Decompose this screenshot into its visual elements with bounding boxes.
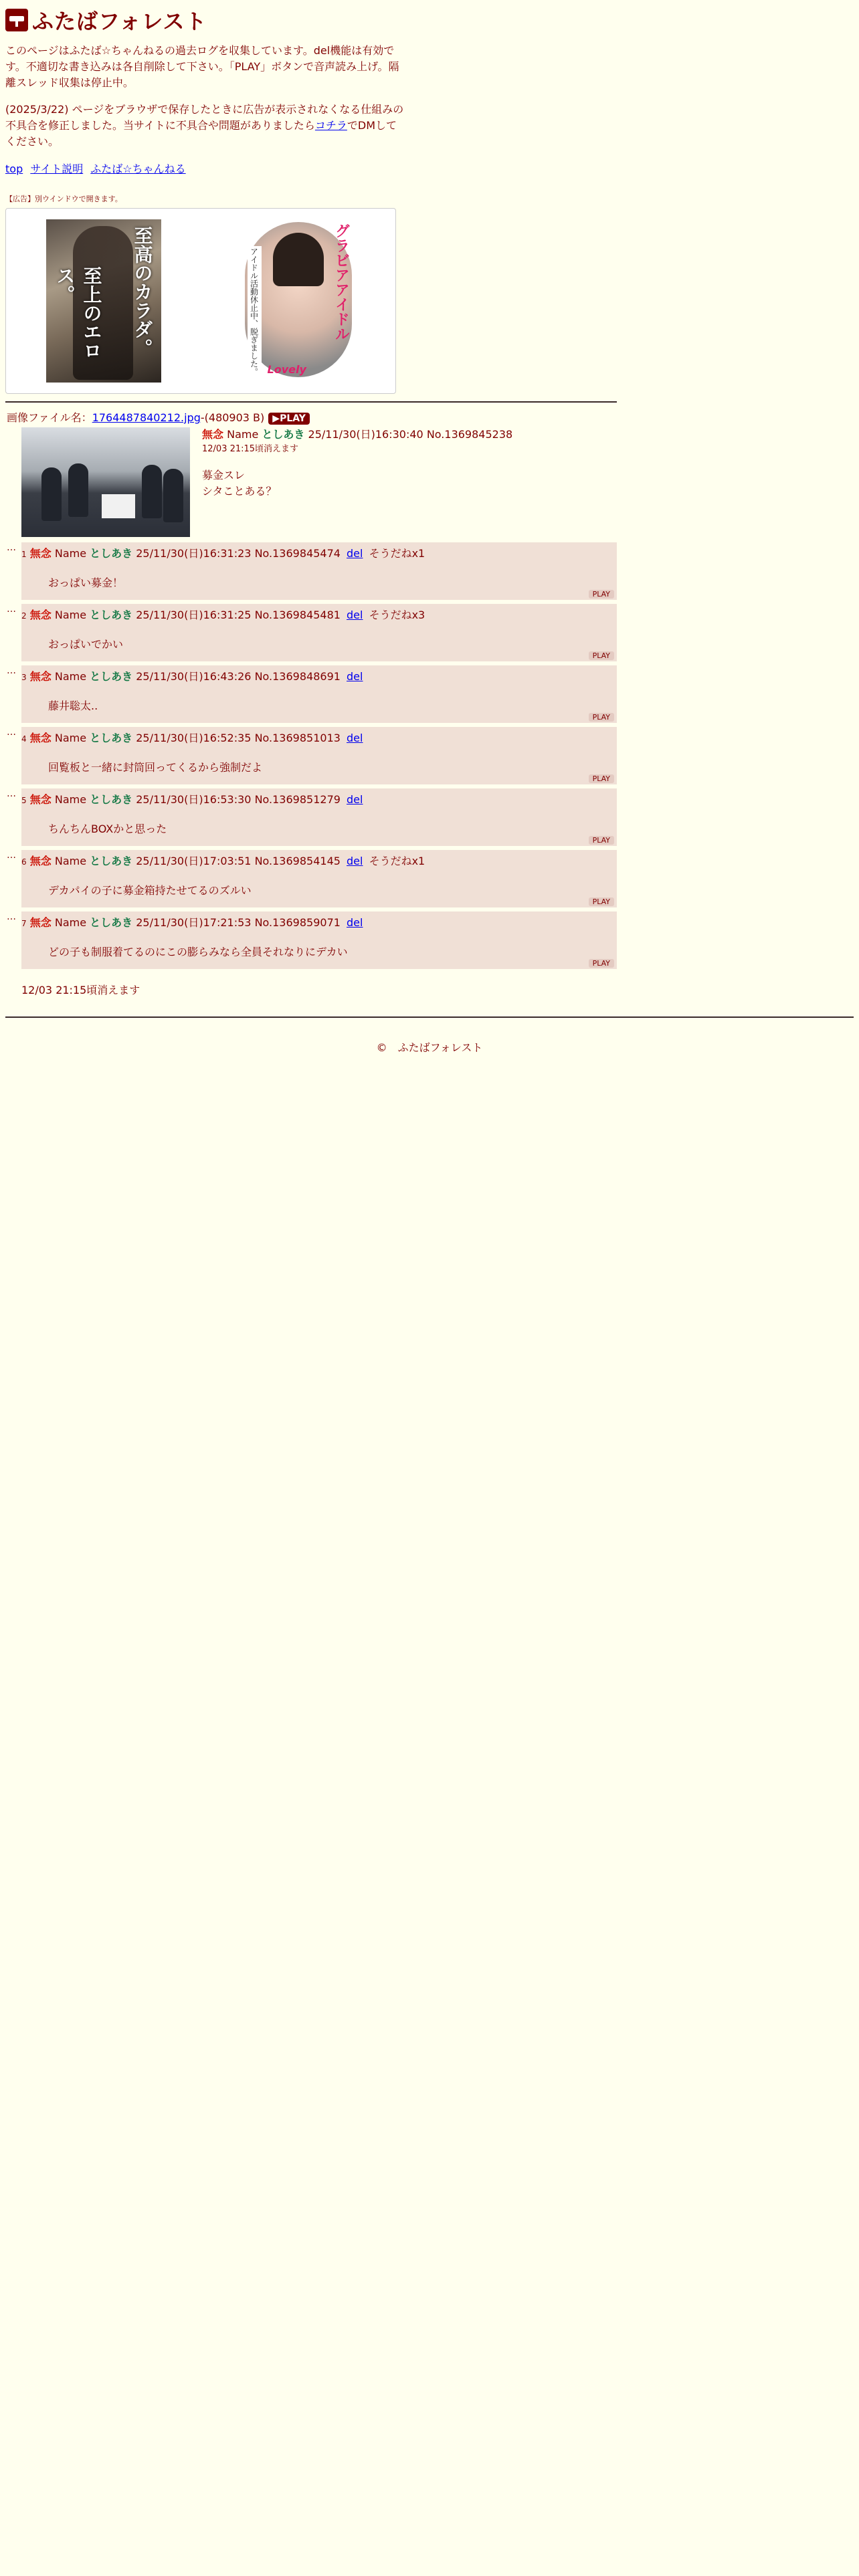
reply-box xyxy=(21,727,617,784)
intro-text xyxy=(5,43,407,150)
del-link[interactable]: del xyxy=(347,855,363,867)
reply-menu-icon[interactable]: … xyxy=(7,850,16,861)
reply-post-number[interactable]: No.1369851013 xyxy=(254,732,341,744)
op-expire: 12/03 21:15頃消えます xyxy=(202,444,299,454)
reply-subject: 無念 xyxy=(29,609,52,621)
nav-links xyxy=(5,160,852,176)
op-number[interactable]: No.1369845238 xyxy=(426,428,513,441)
reply-datetime: 25/11/30(日)16:53:30 xyxy=(136,793,252,806)
intro-p2-suffix: でDMしてください。 xyxy=(5,119,397,148)
reply-header xyxy=(21,668,363,683)
footer: © ふたばフォレスト xyxy=(376,1041,483,1054)
reply-row xyxy=(7,788,617,850)
reply-number: 4 xyxy=(21,734,27,744)
play-label: PLAY xyxy=(280,413,306,424)
reply-body: おっぱいでかい xyxy=(48,638,124,651)
reply-box xyxy=(21,788,617,846)
reply-number: 2 xyxy=(21,611,27,621)
intro-paragraph-2 xyxy=(5,102,407,150)
replies xyxy=(7,542,617,973)
op-name-label: Name xyxy=(227,428,259,441)
reply-datetime: 25/11/30(日)17:03:51 xyxy=(136,855,252,867)
ad-image-1[interactable] xyxy=(46,219,161,383)
ad2-hair xyxy=(273,233,324,286)
play-button[interactable]: PLAY xyxy=(589,774,614,783)
reply-box xyxy=(21,850,617,907)
divider-bottom xyxy=(5,1016,854,1018)
reply-post-number[interactable]: No.1369851279 xyxy=(254,793,341,806)
reply-name: としあき xyxy=(90,609,133,621)
reply-row xyxy=(7,911,617,973)
reply-body: ちんちんBOXかと思った xyxy=(48,823,167,835)
file-link[interactable]: 1764487840212.jpg xyxy=(92,411,201,424)
reply-name-label: Name xyxy=(54,732,87,744)
reply-header xyxy=(21,914,363,930)
reply-name: としあき xyxy=(90,916,133,929)
reply-name-label: Name xyxy=(54,916,87,929)
reply-datetime: 25/11/30(日)16:31:25 xyxy=(136,609,252,621)
reply-body: 藤井聡太.. xyxy=(48,700,98,712)
reply-menu-icon[interactable]: … xyxy=(7,727,16,738)
reply-name-label: Name xyxy=(54,609,87,621)
op-post xyxy=(7,425,617,540)
nav-about-link[interactable]: サイト説明 xyxy=(30,163,84,175)
op-name: としあき xyxy=(262,428,305,441)
reply-subject: 無念 xyxy=(29,732,52,744)
reply-number: 3 xyxy=(21,673,27,682)
reply-name: としあき xyxy=(90,793,133,806)
reply-body: 回覧板と一緒に封筒回ってくるから強制だよ xyxy=(48,761,263,774)
reply-row xyxy=(7,665,617,727)
reply-name-label: Name xyxy=(54,793,87,806)
play-button[interactable]: PLAY xyxy=(589,590,614,599)
ad-label: 【広告】別ウインドウで開きます。 xyxy=(5,195,122,203)
divider-top xyxy=(5,401,617,403)
op-text xyxy=(202,426,512,500)
thumb-person xyxy=(163,469,183,522)
reply-menu-icon[interactable]: … xyxy=(7,665,16,676)
nav-futaba-link[interactable]: ふたば☆ちゃんねる xyxy=(90,163,186,175)
reply-number: 5 xyxy=(21,796,27,805)
op-body-line-1: 募金スレ xyxy=(202,469,246,481)
reply-header xyxy=(21,791,363,807)
reply-name: としあき xyxy=(90,547,133,560)
intro-p2-prefix: (2025/3/22) ページをブラウザで保存したときに広告が表示されなくなる仕組みの不具合を修正しました。当サイトに不具合や問題がありましたら xyxy=(5,103,404,132)
site-title[interactable]: ふたばフォレスト xyxy=(32,9,207,34)
reply-body: どの子も制服着てるのにこの膨らみなら全員それなりにデカい xyxy=(48,946,348,958)
reply-datetime: 25/11/30(日)16:43:26 xyxy=(136,670,252,683)
reply-menu-icon[interactable]: … xyxy=(7,542,16,553)
del-link[interactable]: del xyxy=(347,916,363,929)
nav-top-link[interactable]: top xyxy=(5,163,23,175)
ad-banner xyxy=(5,208,396,394)
reply-header xyxy=(21,545,425,560)
reply-row xyxy=(7,727,617,788)
reply-post-number[interactable]: No.1369845481 xyxy=(254,609,341,621)
play-button[interactable]: PLAY xyxy=(589,836,614,845)
file-line xyxy=(7,409,617,425)
op-subject: 無念 xyxy=(202,428,224,441)
reply-post-number[interactable]: No.1369854145 xyxy=(254,855,341,867)
reply-box xyxy=(21,665,617,723)
del-link[interactable]: del xyxy=(347,609,363,621)
reply-name-label: Name xyxy=(54,855,87,867)
reply-header xyxy=(21,607,425,622)
ad1-text-2: 至上のエロス。 xyxy=(54,266,103,360)
thumb-person xyxy=(41,467,62,521)
site-header xyxy=(5,7,852,33)
reply-box xyxy=(21,604,617,661)
reply-subject: 無念 xyxy=(29,670,52,683)
reply-name: としあき xyxy=(90,732,133,744)
reply-number: 7 xyxy=(21,919,27,928)
reply-datetime: 25/11/30(日)16:31:23 xyxy=(136,547,252,560)
reply-subject: 無念 xyxy=(29,547,52,560)
thread-expire: 12/03 21:15頃消えます xyxy=(21,984,140,996)
thumb-person xyxy=(68,463,88,517)
ad-image-2[interactable] xyxy=(241,219,356,383)
play-button[interactable]: PLAY xyxy=(589,651,614,660)
reply-name: としあき xyxy=(90,670,133,683)
file-size: -(480903 B) xyxy=(200,411,265,424)
reply-number: 6 xyxy=(21,857,27,867)
reply-number: 1 xyxy=(21,550,27,559)
ad2-red-text: グラビアアイドル xyxy=(332,223,350,341)
ad1-text-1: 至高のカラダ。 xyxy=(131,226,154,357)
reply-post-number[interactable]: No.1369845474 xyxy=(254,547,341,560)
reply-post-number[interactable]: No.1369859071 xyxy=(254,916,341,929)
op-body xyxy=(202,467,512,500)
soudane-button[interactable]: そうだねx1 xyxy=(369,855,425,867)
reply-subject: 無念 xyxy=(29,916,52,929)
contact-link[interactable]: コチラ xyxy=(314,119,347,132)
del-link[interactable]: del xyxy=(347,732,363,744)
del-link[interactable]: del xyxy=(347,670,363,683)
reply-menu-icon[interactable]: … xyxy=(7,911,16,922)
reply-row xyxy=(7,850,617,911)
del-link[interactable]: del xyxy=(347,793,363,806)
reply-subject: 無念 xyxy=(29,855,52,867)
thumb-person xyxy=(142,465,162,518)
reply-menu-icon[interactable]: … xyxy=(7,604,16,615)
reply-name-label: Name xyxy=(54,670,87,683)
intro-paragraph-1: このページはふたば☆ちゃんねるの過去ログを収集しています。del機能は有効です。不適切な書き込みは各自削除して下さい。「PLAY」ボタンで音声読み上げ。隔離スレッド収集は停止中。 xyxy=(5,44,399,89)
cup-icon[interactable] xyxy=(5,9,28,31)
play-button-op[interactable]: ▶PLAY xyxy=(268,413,310,425)
reply-name-label: Name xyxy=(54,547,87,560)
op-header xyxy=(202,426,512,441)
play-button[interactable]: PLAY xyxy=(589,713,614,722)
ad2-black-text: アイドル活動休止中、脱ぎました。 xyxy=(248,246,262,377)
thread xyxy=(7,409,617,973)
op-body-line-2: シタことある？ xyxy=(202,485,277,498)
soudane-button[interactable]: そうだねx1 xyxy=(369,547,425,560)
reply-subject: 無念 xyxy=(29,793,52,806)
file-label: 画像ファイル名： xyxy=(7,411,92,424)
op-datetime: 25/11/30(日)16:30:40 xyxy=(308,428,423,441)
reply-datetime: 25/11/30(日)16:52:35 xyxy=(136,732,252,744)
reply-body: デカパイの子に募金箱持たせてるのズルい xyxy=(48,884,252,897)
reply-menu-icon[interactable]: … xyxy=(7,788,16,799)
play-button[interactable]: PLAY xyxy=(589,897,614,906)
reply-post-number[interactable]: No.1369848691 xyxy=(254,670,341,683)
reply-body: おっぱい募金！ xyxy=(48,576,124,589)
ad2-bottom-text: Lovely xyxy=(267,363,306,376)
reply-row xyxy=(7,604,617,665)
play-button[interactable]: PLAY xyxy=(589,959,614,968)
thumb-donation-box xyxy=(102,494,135,518)
del-link[interactable]: del xyxy=(347,547,363,560)
reply-header xyxy=(21,853,425,868)
reply-box xyxy=(21,911,617,969)
reply-name: としあき xyxy=(90,855,133,867)
reply-header xyxy=(21,730,363,745)
reply-box xyxy=(21,542,617,600)
reply-row xyxy=(7,542,617,604)
reply-datetime: 25/11/30(日)17:21:53 xyxy=(136,916,252,929)
soudane-button[interactable]: そうだねx3 xyxy=(369,609,425,621)
op-thumbnail[interactable] xyxy=(21,427,190,537)
